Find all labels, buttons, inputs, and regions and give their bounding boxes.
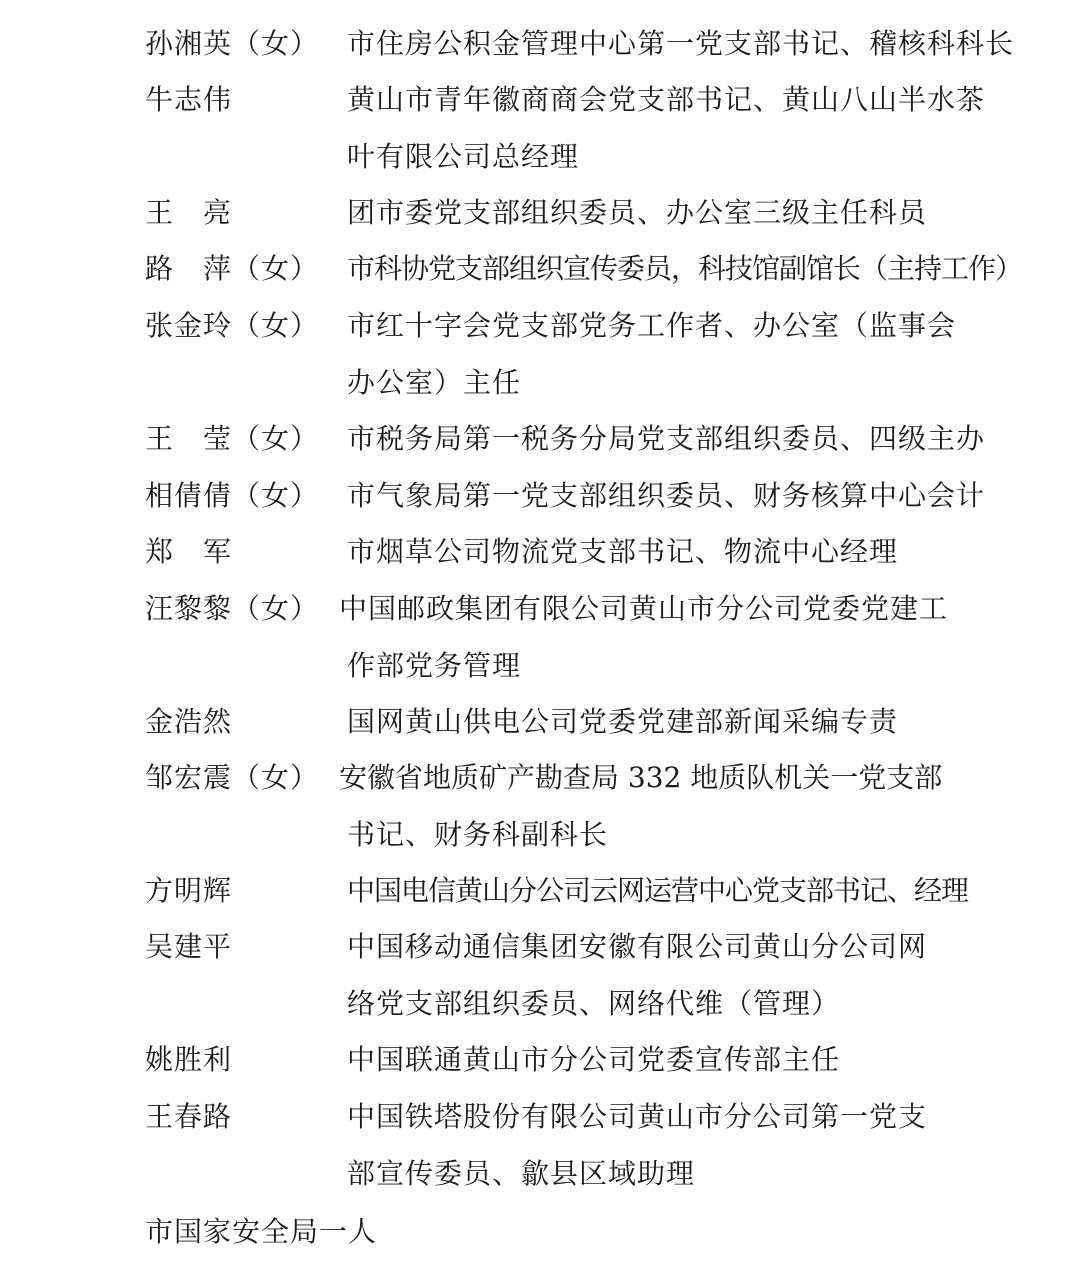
member-name: 王 莹（女） xyxy=(145,422,320,455)
member-name: 汪黎黎（女） xyxy=(145,592,320,625)
role-line: 办公室）主任 xyxy=(347,365,522,399)
member-role xyxy=(347,411,986,468)
member-role xyxy=(347,524,947,581)
role-line: 国网黄山供电公司党委党建部新闻采编专责 xyxy=(347,705,899,738)
member-role xyxy=(347,694,947,751)
member-role xyxy=(347,468,986,525)
role-line: 中国邮政集团有限公司黄山市分公司党委党建工 xyxy=(339,592,949,625)
role-line: 黄山市青年徽商商会党支部书记、黄山八山半水茶 xyxy=(347,83,986,116)
member-role xyxy=(339,750,943,863)
role-line: 叶有限公司总经理 xyxy=(347,139,580,173)
member-role xyxy=(347,863,969,920)
role-line: 市烟草公司物流党支部书记、物流中心经理 xyxy=(347,535,899,568)
member-role xyxy=(347,241,1023,298)
member-name: 吴建平 xyxy=(145,930,233,963)
member-name: 孙湘英（女） xyxy=(145,27,320,60)
member-role xyxy=(347,72,986,185)
member-name: 姚胜利 xyxy=(145,1043,233,1076)
member-name: 王 亮 xyxy=(145,196,233,229)
member-role xyxy=(347,1089,947,1202)
role-line: 市红十字会党支部党务工作者、办公室（监事会 xyxy=(347,309,957,342)
role-line: 部宣传委员、歙县区域助理 xyxy=(347,1156,696,1190)
role-line: 书记、财务科副科长 xyxy=(347,817,609,851)
member-role xyxy=(347,919,947,1032)
role-line: 作部党务管理 xyxy=(347,648,522,682)
member-role xyxy=(347,185,947,242)
member-role xyxy=(347,1032,947,1089)
member-name: 郑 军 xyxy=(145,535,233,568)
footer-note: 市国家安全局一人 xyxy=(145,1215,378,1248)
member-name: 牛志伟 xyxy=(145,83,233,116)
role-line: 团市委党支部组织委员、办公室三级主任科员 xyxy=(347,196,928,229)
role-line: 市住房公积金管理中心第一党支部书记、稽核科科长 xyxy=(347,27,1015,60)
member-name: 张金玲（女） xyxy=(145,309,320,342)
role-line: 中国铁塔股份有限公司黄山市分公司第一党支 xyxy=(347,1100,928,1133)
role-line: 市科协党支部组织宣传委员，科技馆副馆长（主持工作） xyxy=(347,252,1023,285)
member-name: 邹宏震（女） xyxy=(145,761,320,794)
member-name: 方明辉 xyxy=(145,874,233,907)
role-line: 中国移动通信集团安徽有限公司黄山分公司网 xyxy=(347,930,928,963)
member-role xyxy=(347,298,957,411)
member-name: 王春路 xyxy=(145,1100,233,1133)
role-line: 市税务局第一税务分局党支部组织委员、四级主办 xyxy=(347,422,986,455)
member-name: 路 萍（女） xyxy=(145,252,320,285)
role-line: 中国电信黄山分公司云网运营中心党支部书记、经理 xyxy=(347,874,969,907)
member-role xyxy=(347,16,1015,73)
role-line: 安徽省地质矿产勘查局 332 地质队机关一党支部 xyxy=(339,761,943,794)
member-name: 相倩倩（女） xyxy=(145,479,320,512)
role-line: 中国联通黄山市分公司党委宣传部主任 xyxy=(347,1043,841,1076)
role-line: 市气象局第一党支部组织委员、财务核算中心会计 xyxy=(347,479,986,512)
role-line: 络党支部组织委员、网络代维（管理） xyxy=(347,986,841,1020)
member-name: 金浩然 xyxy=(145,705,233,738)
member-role xyxy=(339,581,949,694)
